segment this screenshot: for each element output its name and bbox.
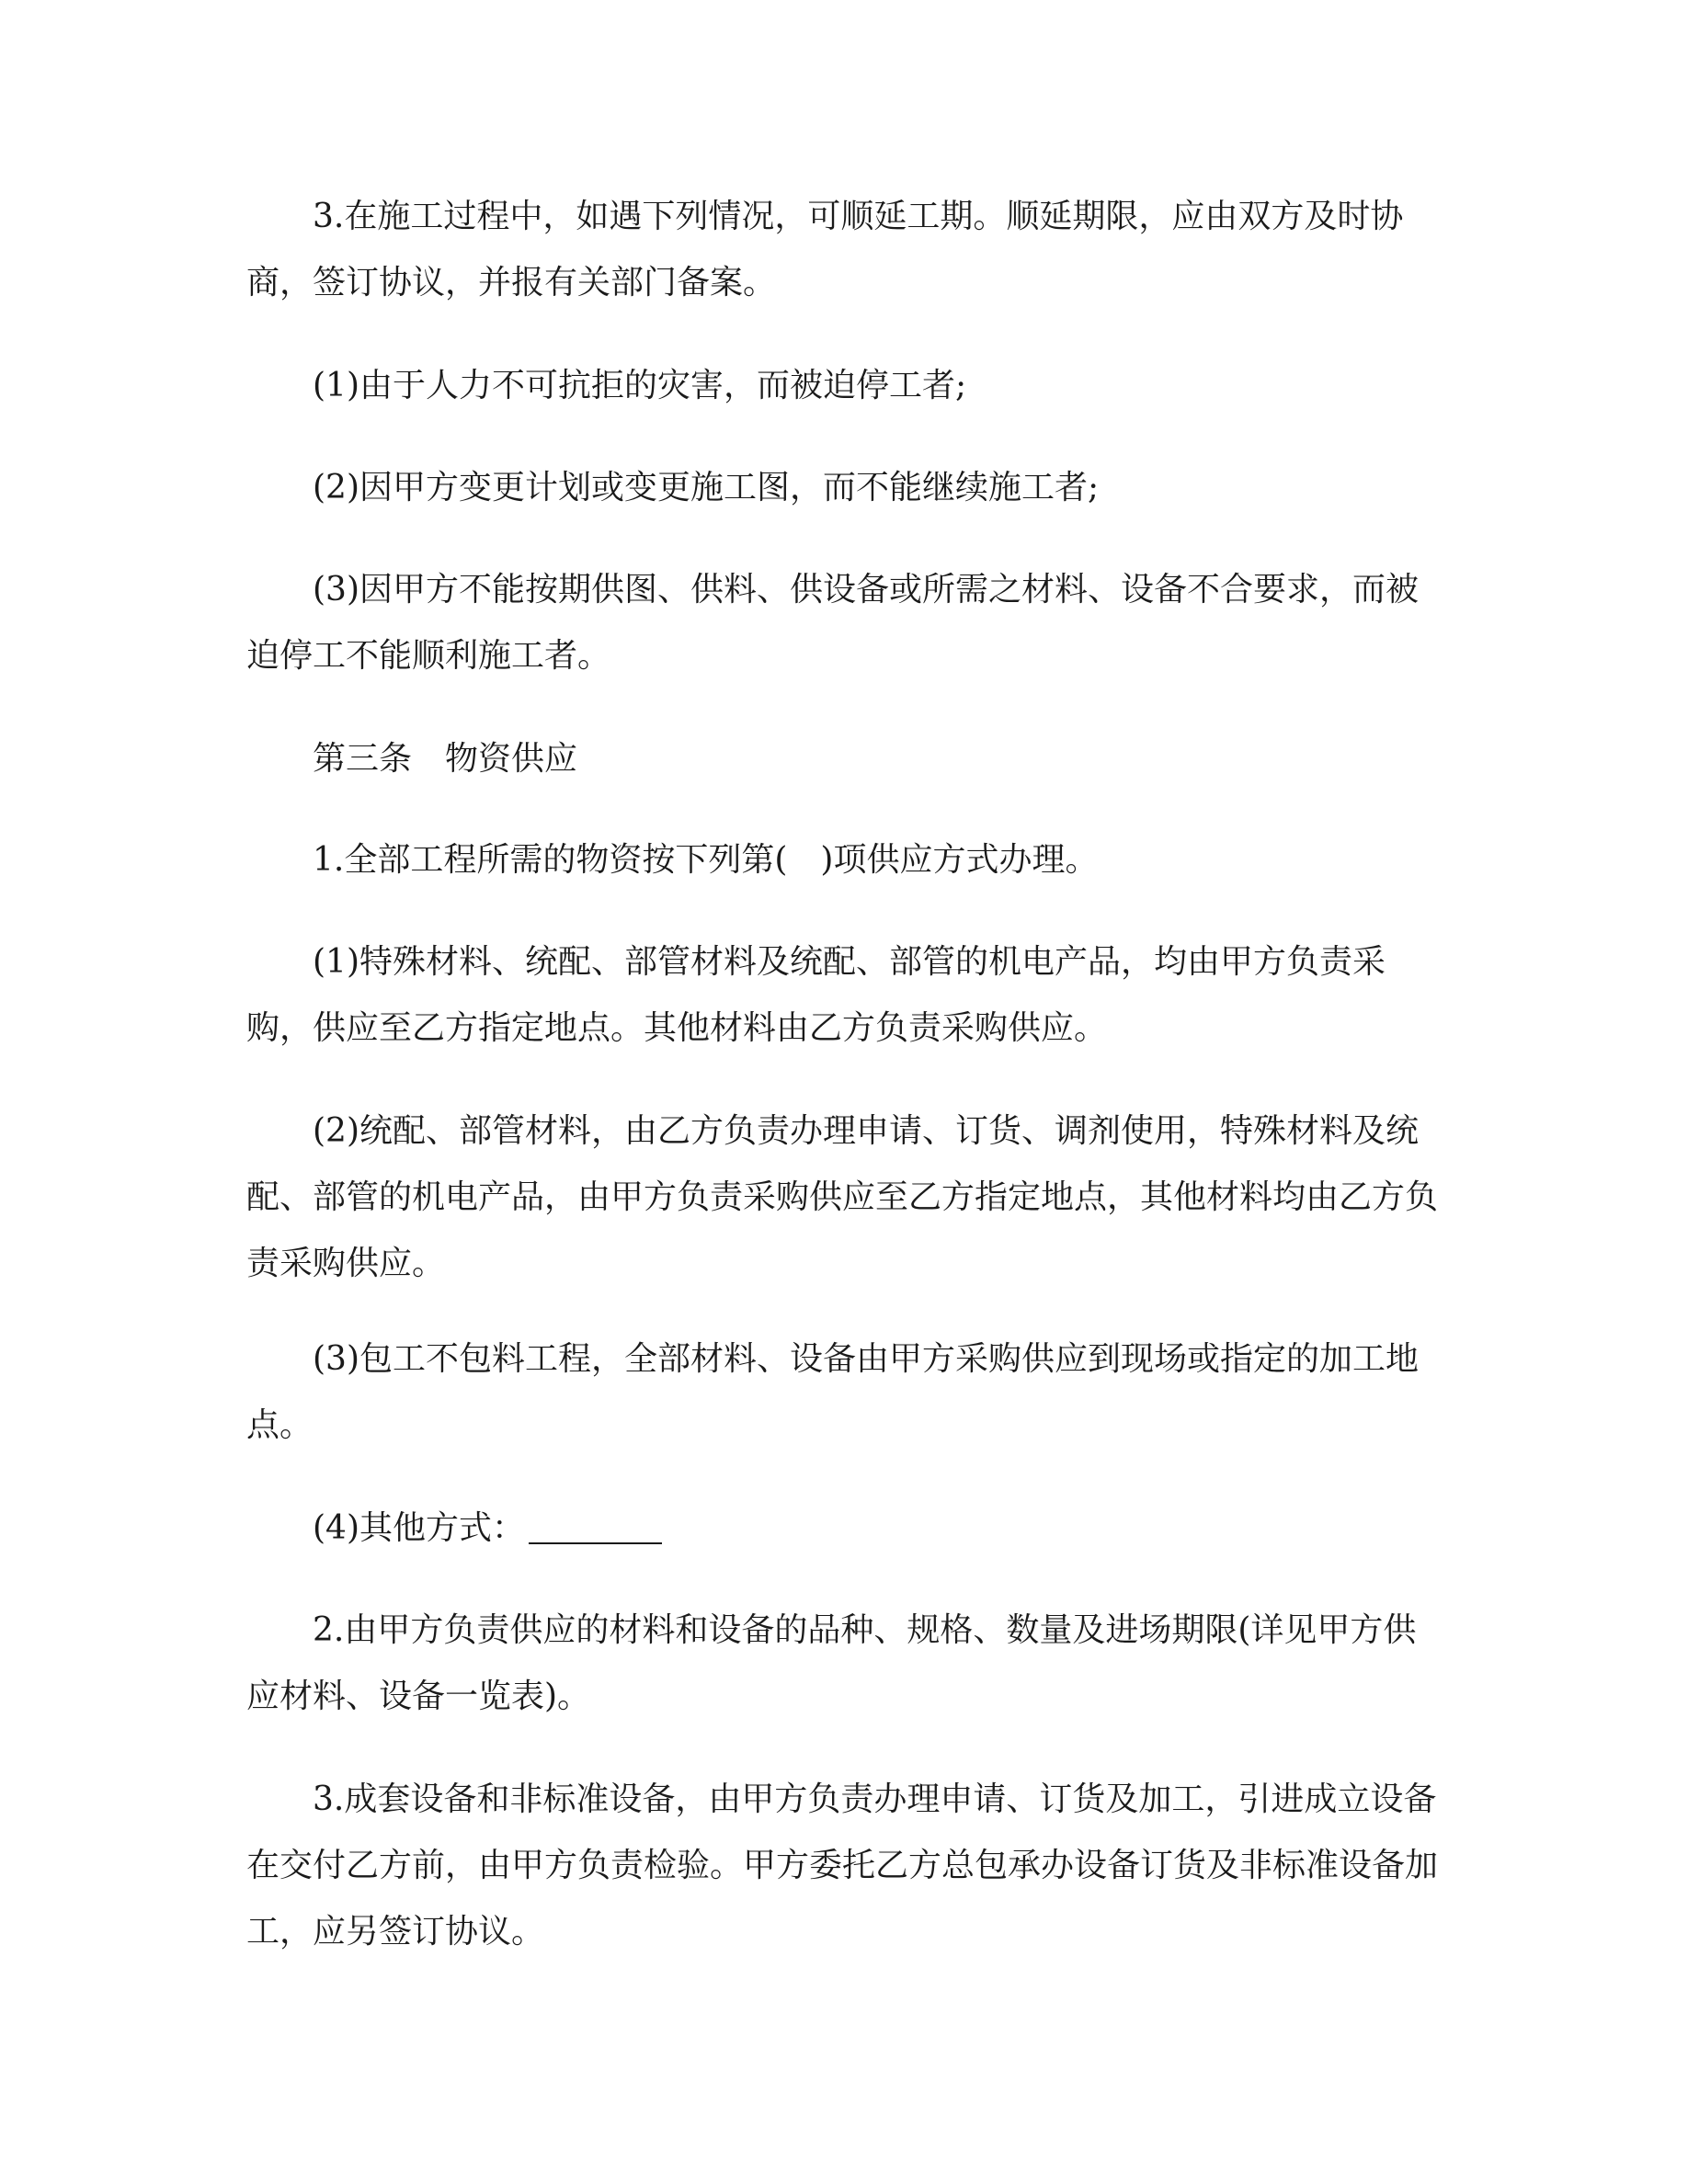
- article-title: 物资供应: [445, 740, 578, 778]
- text-line: 3.成套设备和非标准设备，由甲方负责办理申请、订货及加工，引进成立设备: [313, 1780, 1437, 1818]
- text-line: 购，供应至乙方指定地点。其他材料由乙方负责采购供应。: [246, 1009, 1108, 1047]
- text-line: 工，应另签订协议。: [246, 1913, 545, 1951]
- paragraph-supply-option-2: [246, 1098, 1442, 1297]
- text-line: 3.在施工过程中，如遇下列情况，可顺延工期。顺延期限，应由双方及时协: [313, 198, 1404, 235]
- text-line: 商，签订协议，并报有关部门备案。: [246, 264, 777, 301]
- text-line: (3)因甲方不能按期供图、供料、供设备或所需之材料、设备不合要求，而被: [313, 571, 1419, 609]
- article-number: 第三条: [313, 740, 413, 778]
- other-method-label: (4)其他方式：: [313, 1509, 525, 1547]
- fill-in-blank[interactable]: [529, 1509, 662, 1544]
- paragraph-materials-list: [246, 1598, 1442, 1730]
- text-line: (3)包工不包料工程，全部材料、设备由甲方采购供应到现场或指定的加工地: [313, 1340, 1419, 1378]
- text-line: 2.由甲方负责供应的材料和设备的品种、规格、数量及进场期限(详见甲方供: [313, 1611, 1417, 1649]
- text-line: (2)因甲方变更计划或变更施工图，而不能继续施工者;: [313, 469, 1100, 506]
- paragraph-supply-method: [246, 827, 1442, 893]
- text-line: 在交付乙方前，由甲方负责检验。甲方委托乙方总包承办设备订货及非标准设备加: [246, 1847, 1439, 1884]
- paragraph-item-2: [246, 455, 1442, 521]
- text-line: 1.全部工程所需的物资按下列第( )项供应方式办理。: [313, 841, 1099, 879]
- article-heading: [246, 726, 1442, 792]
- paragraph-item-3: [246, 557, 1442, 689]
- paragraph-equipment: [246, 1767, 1442, 1965]
- text-line: 责采购供应。: [246, 1245, 446, 1282]
- heading-line: [246, 726, 1442, 792]
- text-line: (1)特殊材料、统配、部管材料及统配、部管的机电产品，均由甲方负责采: [313, 943, 1386, 981]
- text-line: 点。: [246, 1406, 314, 1444]
- paragraph-supply-option-3: [246, 1326, 1442, 1459]
- text-line: (1)由于人力不可抗拒的灾害，而被迫停工者;: [313, 367, 967, 404]
- text-line: 配、部管的机电产品，由甲方负责采购供应至乙方指定地点，其他材料均由乙方负: [246, 1178, 1439, 1216]
- paragraph-supply-option-1: [246, 929, 1442, 1062]
- paragraph-extension-conditions: [246, 184, 1442, 316]
- text-line: 应材料、设备一览表)。: [246, 1678, 591, 1715]
- paragraph-supply-option-4: [246, 1496, 1442, 1562]
- text-line: [246, 1496, 1442, 1562]
- text-line: 迫停工不能顺利施工者。: [246, 637, 611, 675]
- text-line: (2)统配、部管材料，由乙方负责办理申请、订货、调剂使用，特殊材料及统: [313, 1112, 1419, 1150]
- paragraph-item-1: [246, 353, 1442, 419]
